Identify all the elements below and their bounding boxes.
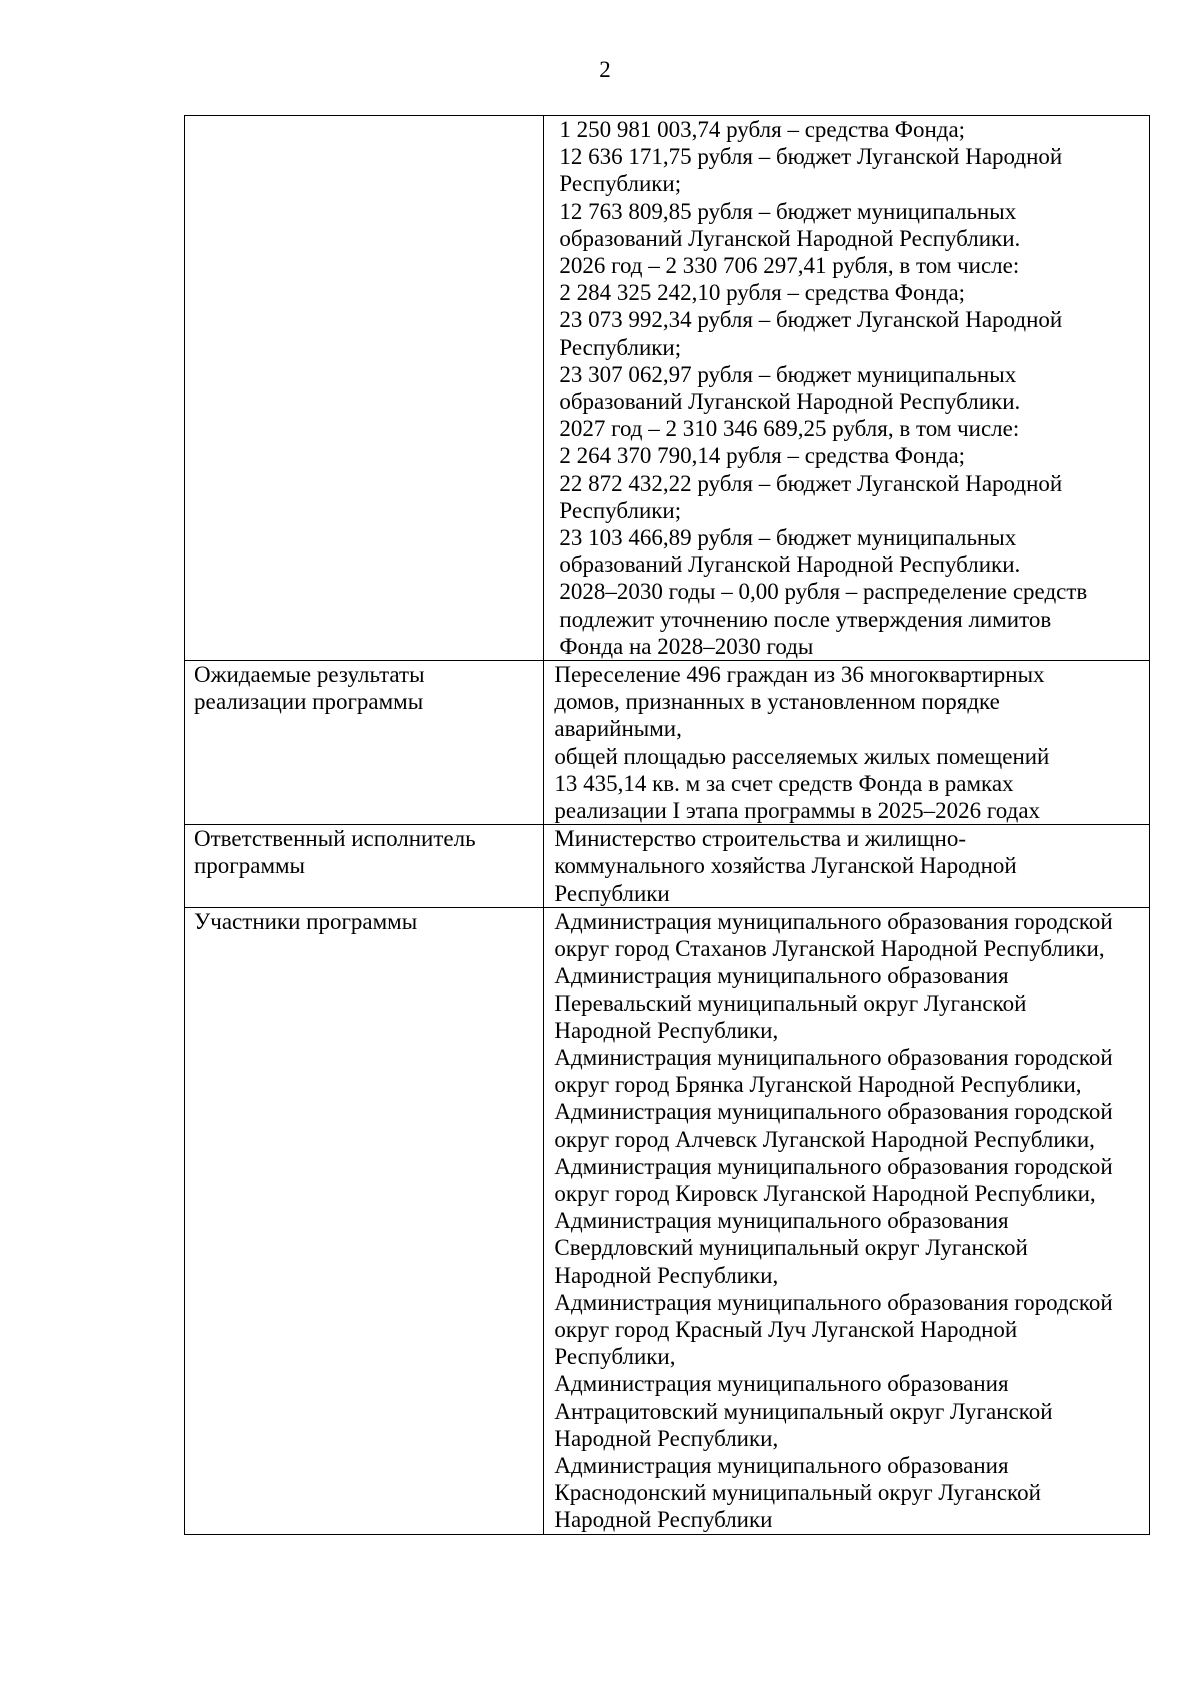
participants-label-cell (185, 907, 544, 1534)
value-line: Администрация муниципального образования (554, 1452, 1009, 1478)
value-line: реализации I этапа программы в 2025–2026 годах (554, 798, 1041, 824)
program-passport-table (184, 115, 1150, 1535)
value-line: общей площадью расселяемых жилых помещений (554, 743, 1050, 769)
value-line: 1 250 981 003,74 рубля – средства Фонда; (559, 117, 966, 142)
value-line: Республики, (554, 1344, 676, 1370)
value-line: округ город Красный Луч Луганской Народной (554, 1316, 1018, 1342)
value-line: округ город Алчевск Луганской Народной Республики, (554, 1126, 1095, 1152)
value-line: 2028–2030 годы – 0,00 рубля – распределение средств (559, 579, 1088, 605)
value-line: Администрация муниципального образования (554, 1208, 1009, 1234)
value-line: Администрация муниципального образования городской (554, 1289, 1113, 1315)
value-line: образований Луганской Народной Республики. (559, 552, 1021, 578)
value-line: 12 636 171,75 рубля – бюджет Луганской Народной (559, 144, 1063, 170)
row-label-line: реализации программы (194, 689, 424, 715)
value-line: Краснодонский муниципальный округ Луганской (554, 1480, 1041, 1506)
value-line: Народной Республики, (554, 1262, 779, 1288)
value-line: Республики (554, 880, 670, 906)
row-label-line: программы (194, 853, 306, 879)
value-line: 22 872 432,22 рубля – бюджет Луганской Народной (559, 470, 1063, 496)
page-number: 2 (599, 57, 611, 82)
value-line: Народной Республики, (554, 1017, 779, 1043)
value-line: Фонда на 2028–2030 годы (559, 633, 814, 659)
value-line: 23 103 466,89 рубля – бюджет муниципальных (559, 525, 1017, 551)
value-line: округ город Брянка Луганской Народной Республики, (554, 1072, 1082, 1098)
value-line: Республики; (559, 497, 682, 523)
responsible-executor-value-cell (544, 825, 1150, 908)
value-line: Администрация муниципального образования (554, 963, 1009, 989)
expected-results-value-cell (544, 661, 1150, 825)
value-line: Администрация муниципального образования городской (554, 1044, 1113, 1070)
value-line: Перевальский муниципальный округ Луганской (554, 990, 1027, 1016)
value-line: 23 307 062,97 рубля – бюджет муниципальных (559, 361, 1017, 387)
value-line: Администрация муниципального образования городской (554, 1099, 1113, 1125)
value-line: Министерство строительства и жилищно- (554, 826, 966, 852)
participants-value-cell (544, 907, 1150, 1534)
value-line: домов, признанных в установленном порядке (554, 689, 1000, 715)
value-line: округ город Кировск Луганской Народной Республики, (554, 1180, 1096, 1206)
row-label-line: Ответственный исполнитель (194, 826, 476, 852)
value-line: Республики; (559, 334, 682, 360)
value-line: коммунального хозяйства Луганской Народной (554, 853, 1017, 879)
value-line: Народной Республики (554, 1507, 773, 1533)
table-row-funding (185, 116, 1150, 661)
value-line: 2 284 325 242,10 рубля – средства Фонда; (559, 280, 966, 306)
value-line: Антрацитовский муниципальный округ Луганской (554, 1398, 1053, 1424)
funding-label-cell (185, 116, 544, 661)
value-line: 2027 год – 2 310 346 689,25 рубля, в том числе: (559, 416, 1020, 442)
value-line: Республики; (559, 171, 682, 197)
table-row-participants (185, 907, 1150, 1534)
value-line: Народной Республики, (554, 1425, 779, 1451)
row-label-line: Ожидаемые результаты (194, 662, 425, 688)
value-line: аварийными, (554, 716, 682, 742)
funding-lines (544, 116, 1149, 660)
value-line: образований Луганской Народной Республики. (559, 225, 1021, 251)
value-line: 12 763 809,85 рубля – бюджет муниципальных (559, 198, 1017, 224)
value-line: 2 264 370 790,14 рубля – средства Фонда; (559, 443, 966, 469)
value-line: подлежит уточнению после утверждения лимитов (559, 606, 1052, 632)
value-line: образований Луганской Народной Республики. (559, 389, 1021, 415)
row-label-line: Участники программы (194, 908, 418, 934)
value-line: Администрация муниципального образования городской (554, 1153, 1113, 1179)
value-line: Свердловский муниципальный округ Луганской (554, 1235, 1028, 1261)
value-line: округ город Стаханов Луганской Народной Республики, (554, 936, 1105, 962)
responsible-executor-label-cell (185, 825, 544, 908)
funding-value-cell (544, 116, 1150, 661)
value-line: 23 073 992,34 рубля – бюджет Луганской Народной (559, 307, 1063, 333)
table-row-expected-results (185, 661, 1150, 825)
table-row-responsible-executor (185, 825, 1150, 908)
value-line: Администрация муниципального образования (554, 1371, 1009, 1397)
expected-results-label-cell (185, 661, 544, 825)
value-line: 2026 год – 2 330 706 297,41 рубля, в том числе: (559, 253, 1020, 279)
value-line: 13 435,14 кв. м за счет средств Фонда в рамках (554, 770, 1014, 796)
value-line: Переселение 496 граждан из 36 многоквартирных (554, 662, 1045, 688)
value-line: Администрация муниципального образования городской (554, 908, 1113, 934)
